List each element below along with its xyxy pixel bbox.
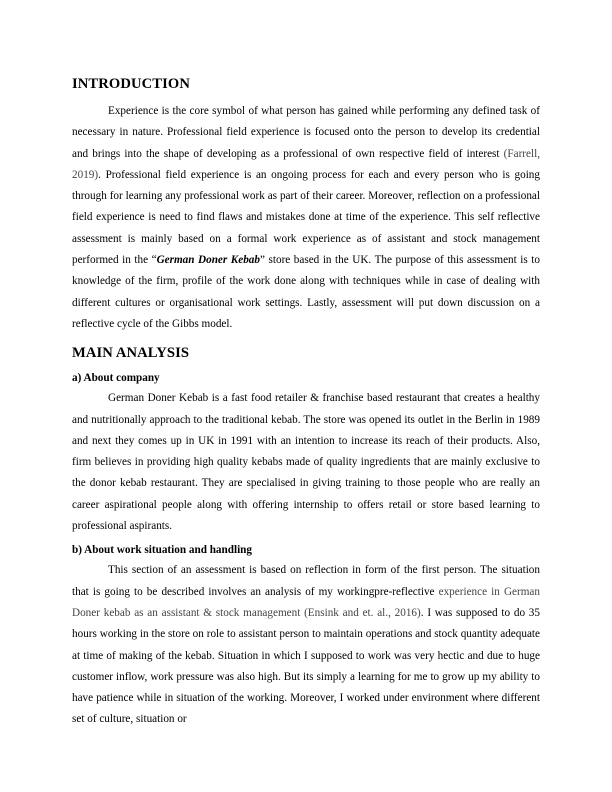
about-company-paragraph: German Doner Kebab is a fast food retailer & franchise based restaurant that creates a healthy and nutritionally approach to the traditional kebab. The store was opened its outlet in the Berlin in 1989 and next they comes up in UK in 1991 with an intention to increase its reach of their products. Also, firm believes in providing high quality kebabs made of quality ingredients that are mainly exclusive to the donor kebab restaurant. They are specialised in giving training to those people who are really an career aspirational people along with offering internship to offers retail or store based learning to professional aspirants. xyxy=(72,392,540,533)
brand-name: German Doner Kebab xyxy=(156,254,260,267)
introduction-paragraph xyxy=(72,101,540,335)
work-situation-paragraph xyxy=(72,560,540,730)
intro-text-1: Experience is the core symbol of what person has gained while performing any defined task of necessary in nature. Professional field experience is focused onto the person to develop its credential and brings into the shape of developing as a professional of own respective field of interest xyxy=(72,105,540,160)
introduction-heading: INTRODUCTION xyxy=(72,76,190,92)
document-page xyxy=(72,76,540,731)
about-company-subheading: a) About company xyxy=(72,372,160,385)
work-text-1: This section of an assessment is based on reflection in form of the first person. The situation that is going to be described involves an analysis of my workingpre-reflective xyxy=(72,564,540,598)
citation-farrell: (Farrell, 2019) xyxy=(72,147,540,181)
citation-ensink: experience in German Doner kebab as an assistant & stock management (Ensink and et. al., 2016) xyxy=(72,585,540,619)
intro-text-2: . Professional field experience is an ongoing process for each and every person who is going through for learning any professional work as part of their career. Moreover, reflection on a professional field experience is need to find flaws and mistakes done at time of the experience. This self reflective assessment is mainly based on a formal work experience as of assistant and stock management performed in the “ xyxy=(72,168,540,267)
intro-text-3: ” store based in the UK. The purpose of this assessment is to knowledge of the firm, profile of the work done along with techniques while in case of dealing with different cultures or organisational work settings. Lastly, assessment will put down discussion on a reflective cycle of the Gibbs model. xyxy=(72,254,541,330)
main-analysis-heading: MAIN ANALYSIS xyxy=(72,345,190,362)
work-text-2: . I was supposed to do 35 hours working in the store on role to assistant person to maintain operations and stock quantity adequate at time of making of the kebab. Situation in which I supposed to work was very hectic and due to huge customer inflow, work pressure was also high. But its simply a learning for me to grow up my ability to have patience while in situation of the working. Moreover, I worked under environment where different set of culture, situation or xyxy=(72,606,540,726)
work-situation-subheading: b) About work situation and handling xyxy=(72,544,252,557)
